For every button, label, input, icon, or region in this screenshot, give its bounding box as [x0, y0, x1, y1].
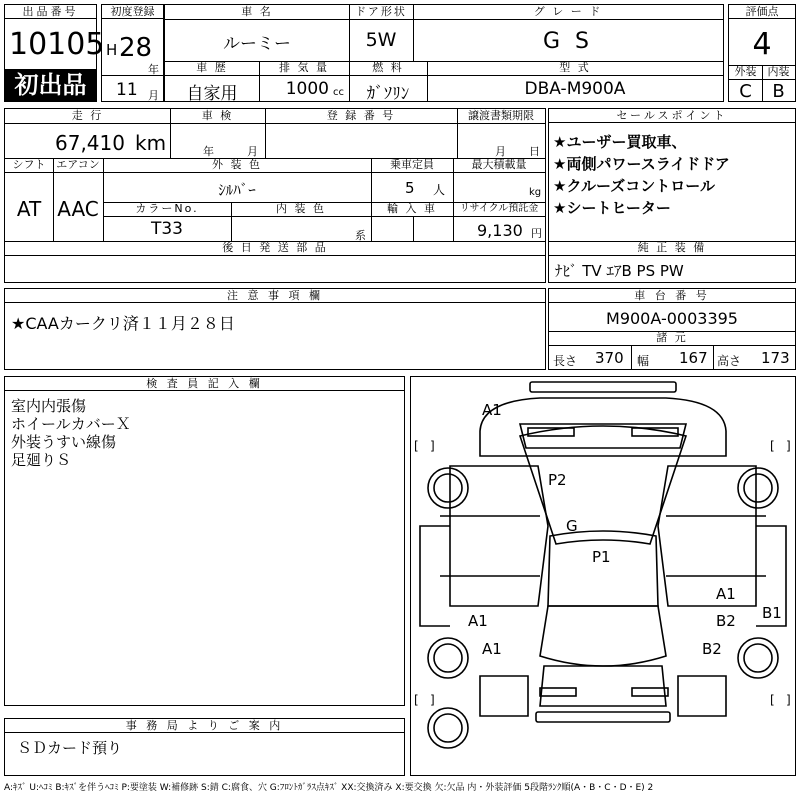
- displacement-label: 排 気 量: [279, 61, 329, 74]
- car-body-diagram: [410, 376, 796, 776]
- inspector-note-4: 足廻りＳ: [11, 451, 72, 469]
- mileage-unit: km: [135, 131, 167, 155]
- damage-mark-b2-lower: B2: [702, 640, 722, 658]
- lot-number-box: [4, 4, 105, 102]
- inspector-note-3: 外装うすい線傷: [11, 433, 117, 451]
- svg-text:]: ]: [430, 693, 435, 707]
- damage-mark-b2-upper: B2: [716, 612, 736, 630]
- fuel-label: 燃 料: [372, 61, 404, 74]
- height: 173: [761, 349, 790, 367]
- color-number-label: カラーNo.: [135, 202, 199, 215]
- history-label: 車 歴: [196, 61, 228, 74]
- interior-color-label: 内 装 色: [276, 202, 326, 215]
- shift-label: シフト: [12, 158, 46, 171]
- score-label: 評価点: [729, 5, 795, 19]
- era: H: [106, 41, 118, 59]
- car-info-box: [164, 4, 724, 102]
- svg-text:[: [: [770, 693, 775, 707]
- svg-text:[: [: [414, 693, 419, 707]
- month: 11: [116, 80, 138, 100]
- lot-number: 10105: [9, 27, 105, 62]
- caution-label: 注 意 事 項 欄: [5, 289, 545, 303]
- registration-number-label: 登 録 番 号: [326, 109, 396, 122]
- capacity-label: 乗車定員: [390, 158, 434, 171]
- shift: AT: [16, 197, 42, 221]
- svg-text:]: ]: [430, 439, 435, 453]
- exterior-grade: C: [739, 81, 752, 102]
- year-unit: 年: [148, 63, 159, 76]
- history: 自家用: [186, 84, 238, 104]
- recycle-unit: 円: [531, 227, 542, 240]
- door-type-label: ドア形状: [355, 5, 407, 18]
- inspection-year-unit: 年: [203, 145, 214, 158]
- transfer-deadline-label: 譲渡書類期限: [468, 109, 534, 122]
- later-shipping-parts-label: 後 日 発 送 部 品: [222, 241, 328, 254]
- max-load-unit: kg: [529, 187, 542, 198]
- sales-point-4: ★シートヒーター: [553, 199, 671, 217]
- svg-text:[: [: [770, 439, 775, 453]
- damage-mark-a1-left-upper: A1: [468, 612, 488, 630]
- door-type: 5W: [365, 29, 397, 51]
- damage-mark-p2: P2: [548, 471, 567, 489]
- recycle-deposit-label: リサイクル預託金: [459, 203, 539, 214]
- sales-points-label: セールスポイント: [549, 109, 795, 123]
- max-load-label: 最大積載量: [471, 158, 527, 171]
- width-label: 幅: [637, 354, 650, 368]
- inspector-note-2: ホイールカバーＸ: [11, 415, 131, 433]
- genuine-equipment-label: 純 正 装 備: [637, 241, 707, 254]
- damage-legend: A:ｷｽﾞ U:ﾍｺﾐ B:ｷｽﾞを伴うﾍｺﾐ P:要塗装 W:補修跡 S:錆 C:腐食、穴 G:ﾌﾛﾝﾄｶﾞﾗｽ点ｷｽﾞ XX:交換済み X:要交換 欠:欠品 内・外装評価 5段階ﾗﾝｸ順(A・B・C・D・E) 2: [4, 783, 654, 793]
- grade: G S: [542, 29, 593, 54]
- damage-mark-p1: P1: [592, 548, 611, 566]
- length-label: 長さ: [553, 354, 578, 368]
- chassis-box: [548, 288, 796, 370]
- exterior-label: 外装: [734, 65, 757, 78]
- inspector-note-1: 室内内張傷: [11, 397, 87, 415]
- fuel: ｶﾞｿﾘﾝ: [366, 84, 410, 104]
- damage-mark-a1-left-lower: A1: [482, 640, 502, 658]
- displacement-unit: cc: [333, 87, 344, 98]
- lot-number-label: 出品番号: [5, 5, 96, 19]
- office-notes-box: [4, 718, 405, 776]
- first-registration-label: 初度登録: [102, 5, 163, 19]
- sales-points-box: [548, 108, 796, 283]
- svg-text:]: ]: [786, 439, 791, 453]
- aircon-label: エアコン: [56, 158, 100, 171]
- mileage-label: 走 行: [71, 109, 104, 122]
- recycle-deposit: 9,130: [477, 221, 523, 240]
- svg-text:]: ]: [786, 693, 791, 707]
- interior-color-unit: 系: [355, 229, 366, 242]
- specs-label: 諸 元: [656, 331, 688, 344]
- vehicle-details-box: [4, 108, 546, 283]
- svg-text:[: [: [414, 439, 419, 453]
- width: 167: [679, 349, 708, 367]
- office-notes-text: ＳＤカード預り: [17, 739, 123, 757]
- length: 370: [595, 349, 624, 367]
- transfer-day-unit: 日: [529, 145, 540, 158]
- first-listing-badge: 初出品: [5, 69, 96, 102]
- sales-point-2: ★両側パワースライドドア: [553, 155, 730, 173]
- mileage: 67,410: [55, 131, 125, 155]
- import-car-label: 輸 入 車: [387, 202, 437, 215]
- inspector-notes-label: 検 査 員 記 入 欄: [5, 377, 404, 391]
- caution-box: [4, 288, 546, 370]
- inspection-month-unit: 月: [247, 145, 258, 158]
- year: 28: [119, 33, 153, 63]
- damage-mark-a1-front: A1: [482, 401, 502, 419]
- score: 4: [752, 27, 772, 62]
- displacement: 1000: [285, 79, 329, 99]
- inspector-notes-box: [4, 376, 405, 706]
- damage-mark-a1-right-upper: A1: [716, 585, 736, 603]
- grade-label: グ レ ー ド: [533, 5, 603, 18]
- height-label: 高さ: [717, 354, 742, 368]
- genuine-equipment: ﾅﾋﾞ TV ｴｱB PS PW: [555, 262, 684, 280]
- damage-mark-b1: B1: [762, 604, 782, 622]
- month-unit: 月: [148, 89, 159, 102]
- sales-point-1: ★ユーザー買取車、: [553, 133, 687, 151]
- exterior-color: ｼﾙﾊﾞｰ: [218, 181, 256, 199]
- damage-mark-g: G: [566, 517, 578, 535]
- first-registration-box: [101, 4, 164, 102]
- chassis-number-label: 車 台 番 号: [549, 289, 795, 303]
- transfer-month-unit: 月: [495, 145, 506, 158]
- model-label: 型 式: [559, 61, 591, 74]
- aircon: AAC: [57, 197, 99, 221]
- capacity-unit: 人: [433, 183, 446, 197]
- inspection-label: 車 検: [201, 109, 234, 122]
- interior-grade: B: [772, 81, 785, 102]
- caution-text: ★CAAカークリ済１１月２８日: [11, 314, 235, 333]
- exterior-color-label: 外 装 色: [212, 158, 262, 171]
- score-box: [728, 4, 796, 102]
- color-number: T33: [150, 219, 184, 239]
- sales-point-3: ★クルーズコントロール: [553, 177, 715, 195]
- model: DBA-M900A: [524, 79, 626, 99]
- interior-label: 内装: [767, 65, 790, 78]
- car-name: ルーミー: [223, 34, 291, 54]
- office-notes-label: 事 務 局 よ り ご 案 内: [5, 719, 404, 733]
- chassis-number: M900A-0003395: [606, 309, 738, 328]
- capacity: 5: [405, 179, 415, 197]
- car-name-label: 車 名: [241, 5, 273, 18]
